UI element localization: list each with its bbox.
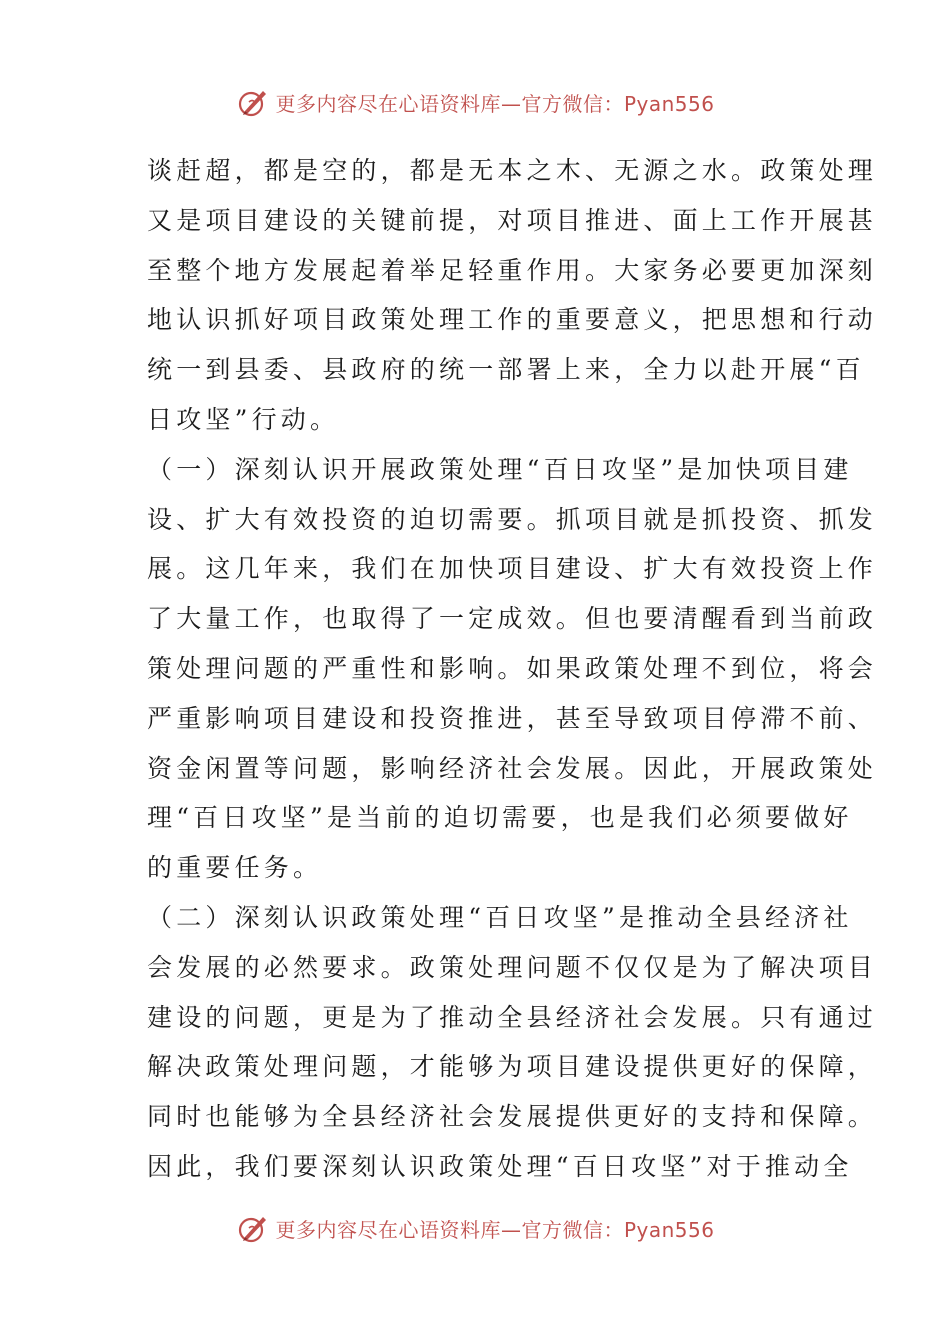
footer-banner (0, 1208, 950, 1248)
text-line: 解决政策处理问题，才能够为项目建设提供更好的保障， (147, 1052, 878, 1082)
text-line: 又是项目建设的关键前提，对项目推进、面上工作开展甚 (147, 205, 878, 235)
text-line: 的重要任务。 (147, 853, 323, 883)
footer-banner-text: 更多内容尽在心语资料库—官方微信：Pyan556 (275, 1217, 715, 1242)
text-line: 策处理问题的严重性和影响。如果政策处理不到位，将会 (147, 653, 878, 683)
text-line: 资金闲置等问题，影响经济社会发展。因此，开展政策处 (147, 753, 878, 783)
text-line: 因此，我们要深刻认识政策处理“百日攻坚”对于推动全 (147, 1151, 853, 1181)
text-line: 严重影响项目建设和投资推进，甚至导致项目停滞不前、 (147, 703, 878, 733)
text-line: （一）深刻认识开展政策处理“百日攻坚”是加快项目建 (147, 454, 853, 484)
text-line: （二）深刻认识政策处理“百日攻坚”是推动全县经济社 (147, 902, 853, 932)
pen-logo-icon (235, 1210, 271, 1246)
paragraph-2 (147, 445, 878, 893)
text-line: 地认识抓好项目政策处理工作的重要意义，把思想和行动 (147, 305, 878, 335)
paragraph-1 (147, 146, 878, 445)
document-body (147, 146, 878, 1192)
text-line: 会发展的必然要求。政策处理问题不仅仅是为了解决项目 (147, 952, 878, 982)
text-line: 日攻坚”行动。 (147, 404, 340, 434)
text-line: 了大量工作，也取得了一定成效。但也要清醒看到当前政 (147, 604, 878, 634)
text-line: 理“百日攻坚”是当前的迫切需要，也是我们必须要做好 (147, 803, 853, 833)
header-banner-text: 更多内容尽在心语资料库—官方微信：Pyan556 (275, 91, 715, 116)
paragraph-3 (147, 893, 878, 1192)
text-line: 谈赶超，都是空的，都是无本之木、无源之水。政策处理 (147, 156, 878, 185)
text-line: 至整个地方发展起着举足轻重作用。大家务必要更加深刻 (147, 255, 878, 285)
text-line: 建设的问题，更是为了推动全县经济社会发展。只有通过 (147, 1002, 878, 1032)
text-line: 同时也能够为全县经济社会发展提供更好的支持和保障。 (147, 1102, 878, 1132)
pen-logo-icon (235, 84, 271, 120)
text-line: 展。这几年来，我们在加快项目建设、扩大有效投资上作 (147, 554, 878, 584)
text-line: 统一到县委、县政府的统一部署上来，全力以赴开展“百 (147, 355, 865, 385)
header-banner (0, 82, 950, 122)
text-line: 设、扩大有效投资的迫切需要。抓项目就是抓投资、抓发 (147, 504, 878, 534)
